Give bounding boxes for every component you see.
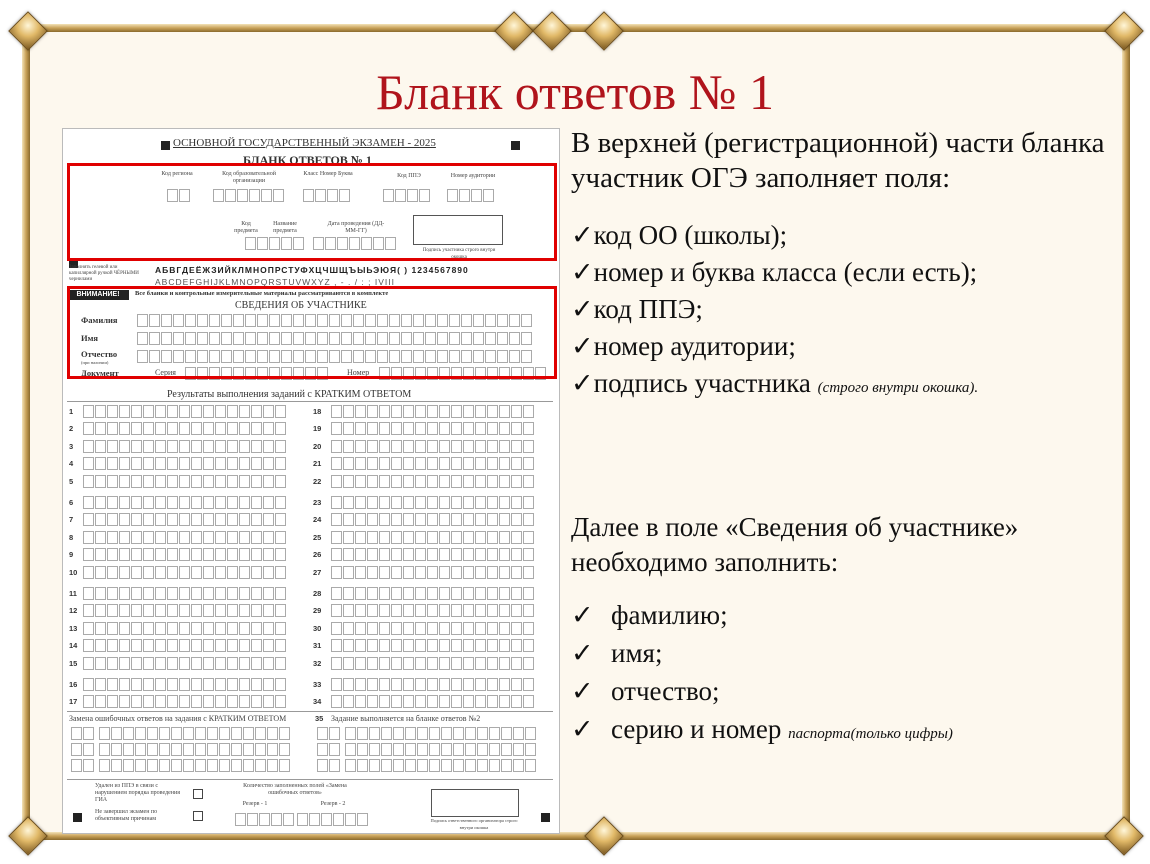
- label-date: Дата проведения (ДД-ММ-ГГ): [327, 221, 385, 234]
- row-number: 15: [69, 658, 78, 668]
- answer-cells: [331, 639, 534, 652]
- row-number: 6: [69, 498, 74, 507]
- answer-cells: [83, 678, 286, 691]
- answer-cells: [83, 639, 286, 652]
- divider: [67, 711, 553, 712]
- row-number: 21: [313, 459, 322, 469]
- not-finished-checkbox: [193, 811, 203, 821]
- row-number: 12: [69, 606, 78, 616]
- organizer-signature-box: [431, 789, 519, 817]
- task35-note: Задание выполняется на бланке ответов №2: [331, 714, 481, 723]
- row-number: 4: [69, 459, 74, 469]
- registration-field-item: [571, 368, 978, 403]
- check-icon: ✓: [571, 331, 594, 361]
- removed-checkbox: [193, 789, 203, 799]
- field-document-label: Документ: [81, 368, 119, 378]
- replace-cells: [345, 743, 536, 756]
- highlight-participant: [67, 286, 557, 379]
- answer-cells: [331, 587, 534, 600]
- row-number: 28: [313, 589, 322, 598]
- answer-cells: [83, 513, 286, 526]
- frame-border-top: [22, 24, 1130, 32]
- check-icon: ✓: [571, 714, 594, 744]
- row-number: 27: [313, 567, 322, 577]
- label-org: Код образовательной организации: [222, 171, 276, 184]
- label-room: Номер аудитории: [450, 173, 496, 179]
- answer-cells: [83, 566, 286, 579]
- row-number: 16: [69, 680, 78, 689]
- row-number: 34: [313, 697, 322, 707]
- footer-reserve2: Резерв - 2: [320, 801, 346, 807]
- row-number: 26: [313, 550, 322, 560]
- registration-field-item: [571, 294, 703, 324]
- row-number: 32: [313, 658, 322, 668]
- footer-not-finished: Не завершил экзамен по объективным причинам: [95, 809, 158, 822]
- item-text: фамилию;: [611, 600, 728, 630]
- divider: [67, 779, 553, 780]
- label-ppe: Код ППЭ: [397, 173, 421, 179]
- answer-cells: [83, 457, 286, 470]
- check-icon: ✓: [571, 368, 594, 398]
- footer-count: Количество заполненных полей «Замена ошибочных ответов»: [243, 783, 347, 796]
- replace-cells: [345, 727, 536, 740]
- results-title: Результаты выполнения заданий с КРАТКИМ ОТВЕТОМ: [167, 389, 412, 400]
- replace-cells: [99, 759, 290, 772]
- task35-number: 35: [315, 714, 324, 723]
- answer-cells: [83, 405, 286, 418]
- answer-cells: [331, 678, 534, 691]
- replace-cells: [71, 759, 94, 772]
- item-text: имя;: [611, 638, 663, 668]
- answer-cells: [331, 475, 534, 488]
- footer-reserve1: Резерв - 1: [242, 801, 268, 807]
- row-number: 7: [69, 515, 74, 525]
- label-subject-code: Код предмета: [234, 221, 258, 234]
- item-text: серию и номер: [611, 714, 789, 744]
- item-text: код ППЭ;: [593, 294, 703, 324]
- label-subject-name: Название предмета: [273, 221, 297, 234]
- fill-note: Заполнять гелевой или капиллярной ручкой ЧЁРНЫМИ чернилами: [69, 265, 139, 282]
- frame-border-left: [22, 24, 30, 840]
- replace-cells: [345, 759, 536, 772]
- answer-cells: [83, 548, 286, 561]
- answer-cells: [331, 405, 534, 418]
- row-number: 25: [313, 532, 322, 542]
- highlight-registration: [67, 163, 557, 261]
- answer-cells: [83, 496, 286, 509]
- replace-cells: [317, 743, 340, 756]
- answer-cells: [331, 513, 534, 526]
- frame-border-right: [1122, 24, 1130, 840]
- check-icon: ✓: [571, 220, 594, 250]
- registration-mark: [511, 141, 520, 150]
- replace-title: Замена ошибочных ответов на задания с КРАТКИМ ОТВЕТОМ: [69, 714, 287, 723]
- registration-mark: [73, 813, 82, 822]
- answer-cells: [83, 475, 286, 488]
- answer-cells: [331, 531, 534, 544]
- answer-cells: [83, 604, 286, 617]
- field-patronymic-label: Отчество: [81, 349, 118, 359]
- label-signature: Подпись участника строго внутри окошка: [422, 248, 496, 260]
- row-number: 8: [69, 532, 74, 542]
- replace-cells: [99, 727, 290, 740]
- intro-text: В верхней (регистрационной) части бланка участник ОГЭ заполняет поля:: [571, 127, 1105, 194]
- field-name-label: Имя: [81, 333, 98, 343]
- slide-title: Бланк ответов № 1: [376, 64, 774, 120]
- answer-cells: [83, 440, 286, 453]
- answer-cells: [331, 548, 534, 561]
- replace-cells: [99, 743, 290, 756]
- answer-cells: [331, 566, 534, 579]
- field-surname-label: Фамилия: [81, 315, 118, 325]
- answer-cells: [83, 657, 286, 670]
- participant-field-item: [571, 638, 662, 668]
- answer-cells: [331, 622, 534, 635]
- row-number: 33: [313, 680, 322, 689]
- row-number: 20: [313, 441, 322, 451]
- intro-text-2: Далее в поле «Сведения об участнике» необходимо заполнить:: [571, 512, 1019, 577]
- replace-cells: [317, 727, 340, 740]
- form-header: ОСНОВНОЙ ГОСУДАРСТВЕННЫЙ ЭКЗАМЕН - 2025: [173, 137, 436, 149]
- answer-cells: [83, 422, 286, 435]
- answer-cells: [331, 422, 534, 435]
- answer-cells: [331, 657, 534, 670]
- row-number: 30: [313, 623, 322, 633]
- label-region: Код региона: [161, 171, 193, 177]
- row-number: 10: [69, 567, 78, 577]
- participant-section-title: СВЕДЕНИЯ ОБ УЧАСТНИКЕ: [235, 300, 367, 311]
- row-number: 2: [69, 424, 74, 434]
- answer-cells: [83, 622, 286, 635]
- replace-cells: [71, 727, 94, 740]
- sample-alphabet-upper: АБВГДЕЁЖЗИЙКЛМНОПРСТУФХЦЧШЩЪЫЬЭЮЯ( ) 1234567890: [155, 265, 469, 275]
- answer-cells: [331, 604, 534, 617]
- field-patronymic-note: (при наличии): [81, 360, 109, 365]
- participant-field-item: [571, 600, 728, 630]
- item-note: (строго внутри окошка).: [817, 380, 979, 396]
- warning-text: Все бланки и контрольные измерительные материалы рассматриваются в комплекте: [135, 290, 389, 297]
- participant-field-item: [571, 714, 953, 749]
- item-note: паспорта(только цифры): [788, 726, 953, 742]
- answer-cells: [331, 695, 534, 708]
- answer-cells: [331, 496, 534, 509]
- check-icon: ✓: [571, 257, 594, 287]
- answer-sheet-image: [62, 128, 560, 834]
- answer-cells: [83, 695, 286, 708]
- row-number: 19: [313, 424, 322, 434]
- item-text: номер аудитории;: [593, 331, 796, 361]
- check-icon: ✓: [571, 600, 594, 630]
- row-number: 14: [69, 641, 78, 651]
- replace-cells: [317, 759, 340, 772]
- row-number: 1: [69, 407, 74, 416]
- registration-mark: [161, 141, 170, 150]
- participant-field-item: [571, 676, 720, 706]
- divider: [67, 401, 553, 402]
- item-text: подпись участника: [593, 368, 818, 398]
- label-class: Класс Номер Буква: [303, 171, 353, 177]
- answer-cells: [331, 440, 534, 453]
- answer-cells: [331, 457, 534, 470]
- item-text: отчество;: [611, 676, 720, 706]
- check-icon: ✓: [571, 676, 594, 706]
- warning-label: ВНИМАНИЕ!: [67, 290, 129, 300]
- registration-field-item: [571, 220, 787, 250]
- footer-organizer-sign: Подпись ответственного организатора строго внутри окошка: [430, 818, 518, 830]
- registration-field-item: [571, 331, 796, 361]
- form-subheader: БЛАНК ОТВЕТОВ № 1: [243, 153, 372, 167]
- row-number: 11: [69, 589, 77, 598]
- row-number: 31: [313, 641, 322, 651]
- row-number: 9: [69, 550, 74, 560]
- registration-field-item: [571, 257, 977, 287]
- item-text: код ОО (школы);: [593, 220, 788, 250]
- answer-cells: [83, 531, 286, 544]
- row-number: 23: [313, 498, 322, 507]
- item-text: номер и буква класса (если есть);: [593, 257, 978, 287]
- sample-alphabet-lower: ABCDEFGHIJKLMNOPQRSTUVWXYZ , - . / : ; IVIII: [155, 277, 395, 287]
- row-number: 18: [313, 407, 322, 416]
- row-number: 22: [313, 476, 322, 486]
- footer-removed: Удален из ППЭ в связи с нарушением порядка проведения ГИА: [95, 783, 180, 803]
- row-number: 29: [313, 606, 322, 616]
- field-series-label: Серия: [155, 368, 176, 377]
- row-number: 24: [313, 515, 322, 525]
- registration-mark: [541, 813, 550, 822]
- row-number: 5: [69, 476, 74, 486]
- answer-cells: [83, 587, 286, 600]
- check-icon: ✓: [571, 638, 594, 668]
- row-number: 3: [69, 441, 74, 451]
- replace-cells: [71, 743, 94, 756]
- row-number: 17: [69, 697, 78, 707]
- row-number: 13: [69, 623, 78, 633]
- check-icon: ✓: [571, 294, 594, 324]
- field-number-label: Номер: [347, 368, 370, 377]
